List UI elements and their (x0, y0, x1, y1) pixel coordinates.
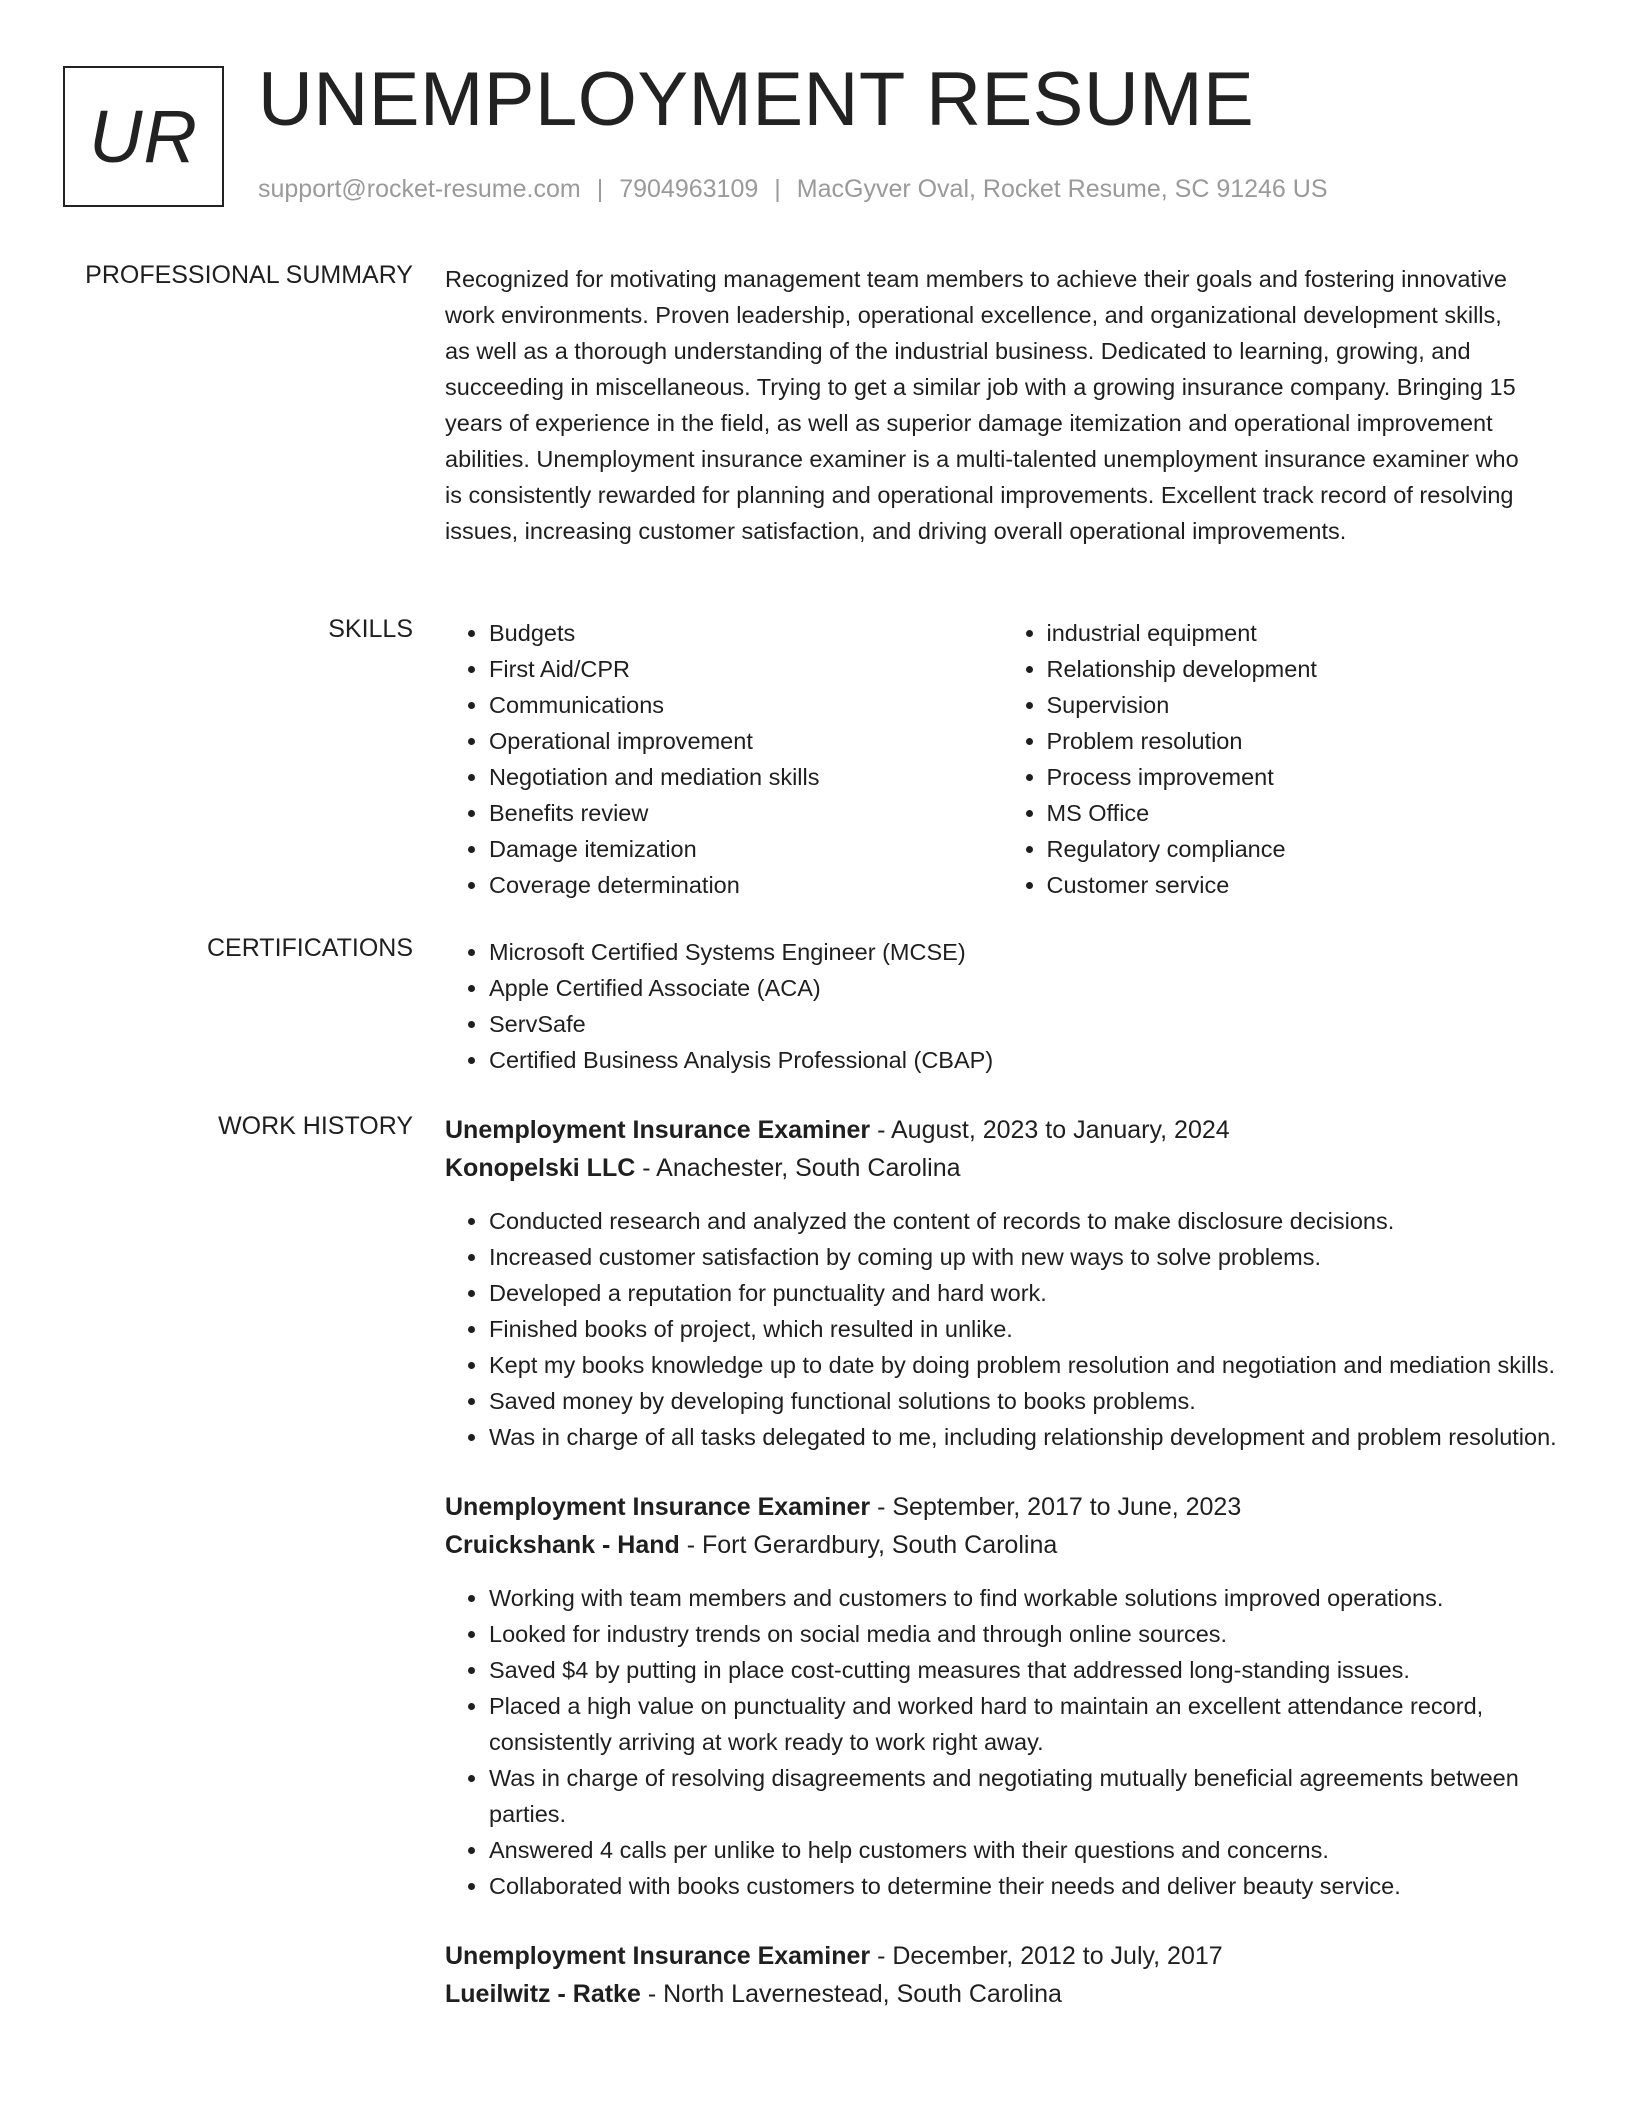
job-location: - North Lavernestead, South Carolina (647, 1980, 1062, 2008)
job-title-line (445, 1111, 1560, 1149)
monogram-badge (63, 66, 224, 207)
job-bullets (445, 1203, 1560, 1455)
job-dates: - September, 2017 to June, 2023 (877, 1493, 1242, 1521)
job-company: Konopelski LLC (445, 1154, 636, 1182)
resume-title: UNEMPLOYMENT RESUME (258, 57, 1255, 142)
job-entry (445, 1488, 1560, 1904)
section-label-work-history: WORK HISTORY (218, 1112, 413, 1140)
contact-line (258, 175, 1328, 204)
job-location: - Anachester, South Carolina (642, 1154, 961, 1182)
job-bullet-item: • Working with team members and customers to find workable solutions improved operations. (489, 1580, 1560, 1616)
job-company-line (445, 1975, 1560, 2013)
certification-item: • Microsoft Certified Systems Engineer (MCSE) (489, 934, 1560, 970)
job-dates: - December, 2012 to July, 2017 (877, 1942, 1223, 1970)
contact-phone: 7904963109 (619, 175, 759, 203)
skill-item: • Problem resolution (1047, 723, 1561, 759)
job-title: Unemployment Insurance Examiner (445, 1493, 871, 1521)
skill-item: • Process improvement (1047, 759, 1561, 795)
skill-item: • Relationship development (1047, 651, 1561, 687)
job-entry (445, 1937, 1560, 2013)
job-bullet-item: • Collaborated with books customers to determine their needs and deliver beauty service. (489, 1868, 1560, 1904)
job-entry (445, 1111, 1560, 1455)
job-location: - Fort Gerardbury, South Carolina (686, 1531, 1058, 1559)
contact-separator: | (774, 175, 781, 203)
section-label-summary: PROFESSIONAL SUMMARY (85, 261, 413, 289)
certification-item: • ServSafe (489, 1006, 1560, 1042)
certifications-body (445, 934, 1560, 1078)
job-bullet-item: • Was in charge of all tasks delegated to me, including relationship development and problem resolution. (489, 1419, 1560, 1455)
job-bullet-item: • Placed a high value on punctuality and worked hard to maintain an excellent attendance record, consistently arriving at work ready to work right away. (489, 1688, 1560, 1760)
skill-item: • Regulatory compliance (1047, 831, 1561, 867)
job-dates: - August, 2023 to January, 2024 (877, 1116, 1230, 1144)
skill-item: • Communications (489, 687, 1003, 723)
certifications-list (445, 934, 1560, 1078)
job-bullet-item: • Answered 4 calls per unlike to help customers with their questions and concerns. (489, 1832, 1560, 1868)
skill-item: • Customer service (1047, 867, 1561, 903)
skill-item: • Damage itemization (489, 831, 1003, 867)
job-bullet-item: • Developed a reputation for punctuality and hard work. (489, 1275, 1560, 1311)
certification-item: • Apple Certified Associate (ACA) (489, 970, 1560, 1006)
job-bullets (445, 1580, 1560, 1904)
section-label-certifications: CERTIFICATIONS (206, 934, 413, 962)
job-title: Unemployment Insurance Examiner (445, 1116, 871, 1144)
skill-item: • Benefits review (489, 795, 1003, 831)
summary-text: Recognized for motivating management team members to achieve their goals and fostering innovative work environments. Proven leadership, operational excellence, and organizational development skills, as well as a thorough understanding of the industrial business. Dedicated to learning, growing, and succeeding in miscellaneous. Trying to get a similar job with a growing insurance company. Bringing 15 years of experience in the field, as well as superior damage itemization and operational improvement abilities. Unemployment insurance examiner is a multi-talented unemployment insurance examiner who is consistently rewarded for planning and operational improvements. Excellent track record of resolving issues, increasing customer satisfaction, and driving overall operational improvements. (445, 266, 1519, 544)
skill-item: • First Aid/CPR (489, 651, 1003, 687)
job-title: Unemployment Insurance Examiner (445, 1942, 871, 1970)
job-bullet-item: • Looked for industry trends on social media and through online sources. (489, 1616, 1560, 1652)
skill-item: • Supervision (1047, 687, 1561, 723)
job-company-line (445, 1526, 1560, 1564)
skill-item: • Negotiation and mediation skills (489, 759, 1003, 795)
skills-columns (445, 615, 1560, 903)
job-bullet-item: • Saved money by developing functional solutions to books problems. (489, 1383, 1560, 1419)
job-bullet-item: • Increased customer satisfaction by coming up with new ways to solve problems. (489, 1239, 1560, 1275)
skill-item: • Budgets (489, 615, 1003, 651)
monogram-text: UR (89, 95, 198, 178)
contact-address: MacGyver Oval, Rocket Resume, SC 91246 US (796, 175, 1328, 203)
certification-item: • Certified Business Analysis Professional (CBAP) (489, 1042, 1560, 1078)
job-company-line (445, 1149, 1560, 1187)
skill-item: • industrial equipment (1047, 615, 1561, 651)
job-bullet-item: • Was in charge of resolving disagreements and negotiating mutually beneficial agreements between parties. (489, 1760, 1560, 1832)
job-title-line (445, 1937, 1560, 1975)
job-company: Lueilwitz - Ratke (445, 1980, 641, 2008)
work-history-body (445, 1111, 1560, 2013)
skill-item: • Coverage determination (489, 867, 1003, 903)
job-bullet-item: • Finished books of project, which resulted in unlike. (489, 1311, 1560, 1347)
section-label-skills: SKILLS (328, 615, 413, 643)
job-company: Cruickshank - Hand (445, 1531, 680, 1559)
contact-separator: | (596, 175, 604, 203)
job-bullet-item: • Kept my books knowledge up to date by doing problem resolution and negotiation and mediation skills. (489, 1347, 1560, 1383)
contact-email: support@rocket-resume.com (258, 175, 581, 203)
job-bullet-item: • Conducted research and analyzed the content of records to make disclosure decisions. (489, 1203, 1560, 1239)
job-bullet-item: • Saved $4 by putting in place cost-cutting measures that addressed long-standing issues. (489, 1652, 1560, 1688)
job-title-line (445, 1488, 1560, 1526)
skills-list-right (1003, 615, 1561, 903)
skill-item: • Operational improvement (489, 723, 1003, 759)
skill-item: • MS Office (1047, 795, 1561, 831)
skills-list-left (445, 615, 1003, 903)
